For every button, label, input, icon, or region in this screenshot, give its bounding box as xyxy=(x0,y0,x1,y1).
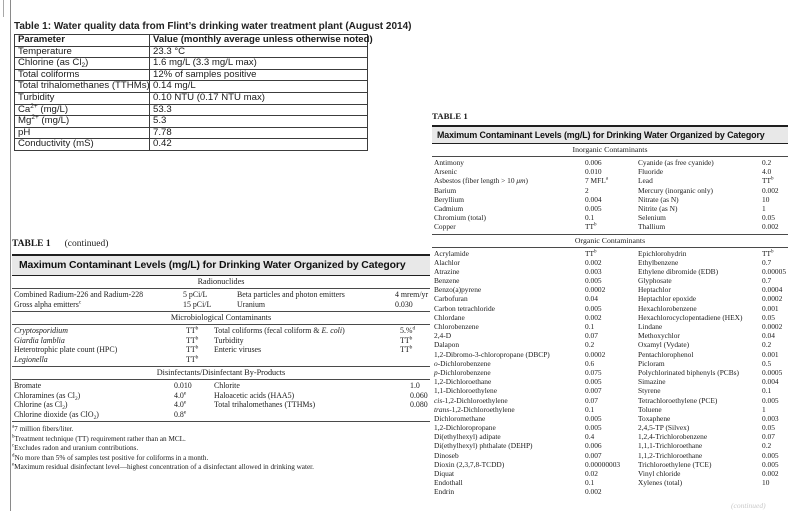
contaminant-name: Hexachlorobenzene xyxy=(638,303,697,313)
mcl-value: 0.6 xyxy=(585,358,595,368)
mcl-value: 0.1 xyxy=(585,404,595,414)
table-label: TABLE 1 xyxy=(12,239,51,249)
contaminant-name: cis-1,2-Dichloroethylene xyxy=(434,395,508,405)
mcl-value: 5 pCi/L xyxy=(183,290,208,299)
table-row xyxy=(14,300,430,310)
mcl-value: 0.005 xyxy=(762,459,779,469)
flint-row xyxy=(15,104,368,116)
mcl-value: 0.002 xyxy=(762,185,779,195)
table-row xyxy=(434,441,788,450)
contaminant-name: Acrylamide xyxy=(434,248,469,258)
contaminant-name: Nitrite (as N) xyxy=(638,203,678,213)
mcl-value: 15 pCi/L xyxy=(183,299,212,309)
table-row xyxy=(434,249,788,258)
contaminant-name: Atrazine xyxy=(434,266,460,276)
table-row xyxy=(434,195,788,204)
section-title: Inorganic Contaminants xyxy=(432,144,788,157)
contaminant-name: Turbidity xyxy=(214,335,244,345)
section-rows xyxy=(432,248,788,499)
mcl-value: 7 MFL$^a$ xyxy=(585,176,608,186)
mcl-value: 0.1 xyxy=(762,386,772,396)
mcl-value xyxy=(400,355,430,365)
table-row xyxy=(434,340,788,349)
contaminant-name: Pentachlorophenol xyxy=(638,349,694,359)
mcl-value: 0.010 xyxy=(174,381,192,391)
mcl-value: $TT^b$ xyxy=(585,248,597,258)
mcl-value: 0.00000003 xyxy=(585,459,621,469)
table-row xyxy=(434,331,788,340)
mcl-continued-header-bar: Maximum Contaminant Levels (mg/L) for Drinking Water Organized by Category xyxy=(12,254,430,276)
contaminant-name: Trichloroethylene (TCE) xyxy=(638,459,712,469)
contaminant-name: Toxaphene xyxy=(638,413,671,423)
scan-edge-line xyxy=(3,0,4,17)
mcl-value: 0.007 xyxy=(585,386,602,396)
mcl-value: 4 mrem/yr xyxy=(395,290,429,299)
mcl-value: 0.07 xyxy=(585,331,598,341)
contaminant-name: 1,2-Dichloroethane xyxy=(434,377,492,387)
table-row xyxy=(14,345,430,355)
contaminant-name: Antimony xyxy=(434,158,464,167)
contaminant-name: Methoxychlor xyxy=(638,331,680,341)
table-row xyxy=(14,391,430,401)
mcl-value: 0.005 xyxy=(585,303,602,313)
contaminant-name: Lindane xyxy=(638,322,663,331)
contaminant-name: Alachlor xyxy=(434,257,460,267)
table-row xyxy=(434,322,788,331)
mcl-footnotes xyxy=(12,422,430,472)
contaminant-name: Nitrate (as N) xyxy=(638,194,679,204)
contaminant-name: Beta particles and photon emitters xyxy=(237,290,345,299)
contaminant-name: Carbon tetrachloride xyxy=(434,303,495,313)
mcl-value: 0.0002 xyxy=(762,322,783,331)
table-continued-label: (continued) xyxy=(64,239,109,249)
contaminant-name: Diquat xyxy=(434,469,455,478)
flint-parameter-cell: Conductivity (mS) xyxy=(15,139,150,151)
mcl-value: 0.04 xyxy=(762,331,775,341)
table-row xyxy=(434,258,788,267)
mcl-main-sections xyxy=(432,144,788,499)
mcl-value: 0.006 xyxy=(585,158,602,167)
contaminant-name: 2,4,5-TP (Silvex) xyxy=(638,423,690,433)
contaminant-name: Legionella xyxy=(14,354,48,364)
mcl-value: $TT^b$ xyxy=(186,354,199,364)
contaminant-name: Carbofuran xyxy=(434,294,468,304)
mcl-value: 1 xyxy=(762,203,766,213)
table-row xyxy=(434,285,788,294)
contaminant-name: Vinyl chloride xyxy=(638,469,681,478)
mcl-value: 0.004 xyxy=(585,194,602,204)
mcl-value: 0.1 xyxy=(585,322,595,331)
table-row xyxy=(434,158,788,167)
flint-value-cell: 12% of samples positive xyxy=(150,69,368,81)
table-row xyxy=(434,377,788,386)
contaminant-name: Chlorite xyxy=(214,381,240,391)
flint-value-cell: 0.10 NTU (0.17 NTU max) xyxy=(150,92,368,104)
section-rows xyxy=(12,380,430,422)
contaminant-name xyxy=(638,487,762,496)
contaminant-name: Oxamyl (Vydate) xyxy=(638,340,690,350)
contaminant-name: Chlorine dioxide (as ClO$_2$) xyxy=(14,409,99,421)
mcl-value: 10 xyxy=(762,194,770,204)
contaminant-name: Chlordane xyxy=(434,312,465,322)
mcl-value: 0.003 xyxy=(762,413,779,423)
contaminant-name: Enteric viruses xyxy=(214,345,262,355)
contaminant-name: Di(ethylhexyl) adipate xyxy=(434,432,501,442)
mcl-value: $TT^b$ xyxy=(186,325,199,336)
table-row xyxy=(434,359,788,368)
contaminant-name: Fluoride xyxy=(638,167,664,177)
table-row xyxy=(434,304,788,313)
contaminant-name: 1,1,2-Trichloroethane xyxy=(638,450,703,460)
flint-row xyxy=(15,46,368,58)
mcl-value: 0.0005 xyxy=(762,367,783,377)
mcl-value: $TT^b$ xyxy=(400,344,413,355)
mcl-value: 0.005 xyxy=(585,423,602,433)
mcl-value: 0.0002 xyxy=(762,294,783,304)
flint-row xyxy=(15,116,368,128)
table-row xyxy=(434,350,788,359)
mcl-value: $TT^b$ xyxy=(186,344,199,355)
section-title: Organic Contaminants xyxy=(432,235,788,248)
mcl-value: 0.080 xyxy=(410,400,428,410)
table-row xyxy=(434,451,788,460)
mcl-continued-sections xyxy=(12,276,430,422)
contaminant-name: Chromium (total) xyxy=(434,213,486,223)
contaminant-name: 1,2-Dibromo-3-chloropropane (DBCP) xyxy=(434,349,550,359)
mcl-value xyxy=(410,410,430,420)
footnote: $^a$7 million fibers/liter. xyxy=(12,425,74,434)
contaminant-name: Di(ethylhexyl) phthalate (DEHP) xyxy=(434,441,533,451)
footnote: $^e$Maximum residual disinfectant level—highest concentration of a disinfectant allowed in drinking water. xyxy=(12,462,314,471)
mcl-value: 4.0e xyxy=(174,399,187,410)
table-row xyxy=(14,326,430,336)
contaminant-name: Tetrachloroethylene (PCE) xyxy=(638,395,718,405)
contaminant-name: Dalapon xyxy=(434,340,460,350)
contaminant-name: Styrene xyxy=(638,386,661,396)
mcl-value: 0.006 xyxy=(585,441,602,451)
mcl-value: 0.8e xyxy=(174,409,187,419)
flint-row xyxy=(15,92,368,104)
contaminant-name: Total coliforms (fecal coliform & E. coli) xyxy=(214,326,345,336)
mcl-value: 0.05 xyxy=(762,312,775,322)
contaminant-name: Heterotrophic plate count (HPC) xyxy=(14,345,118,355)
contaminant-name: Benzene xyxy=(434,276,460,286)
flint-header-cell: Parameter xyxy=(15,35,150,47)
flint-row xyxy=(15,127,368,139)
mcl-value: 0.2 xyxy=(762,158,772,167)
mcl-value: 0.007 xyxy=(585,450,602,460)
mcl-value: 0.005 xyxy=(585,203,602,213)
contaminant-name: Giardia lamblia xyxy=(14,335,65,345)
contaminant-name: Xylenes (total) xyxy=(638,478,683,488)
table-row xyxy=(434,460,788,469)
contaminant-name: Simazine xyxy=(638,377,666,387)
contaminant-name xyxy=(214,410,410,420)
contaminant-name: Chlorine (as $Cl_2$) xyxy=(14,400,68,412)
flint-parameter-cell: Total trihalomethanes (TTHMs) xyxy=(15,81,150,93)
table-row xyxy=(434,176,788,185)
table-row xyxy=(434,267,788,276)
flint-row xyxy=(15,81,368,93)
footnote: $^b$Treatment technique (TT) requirement rather than an MCL. xyxy=(12,434,186,443)
contaminant-name: Polychlorinated biphenyls (PCBs) xyxy=(638,367,740,377)
flint-value-cell: 1.6 mg/L (3.3 mg/L max) xyxy=(150,58,368,70)
flint-parameter-cell: pH xyxy=(15,127,150,139)
contaminant-name: Gross alpha emitters$^c$ xyxy=(14,298,82,309)
mcl-value: 0.7 xyxy=(762,257,772,267)
table-row xyxy=(434,487,788,496)
contaminant-name: Cadmium xyxy=(434,203,464,213)
section-rows xyxy=(12,289,430,312)
table-row xyxy=(434,405,788,414)
flint-value-cell: 0.14 mg/L xyxy=(150,81,368,93)
footnote: $^d$No more than 5% of samples test positive for coliforms in a month. xyxy=(12,453,209,462)
section-title: Radionuclides xyxy=(12,276,430,289)
flint-parameter-cell: Chlorine (as $Cl_2$) xyxy=(15,58,150,70)
flint-water-quality-block xyxy=(14,20,412,151)
contaminant-name: Ethylbenzene xyxy=(638,257,679,267)
mcl-value: 0.002 xyxy=(762,222,779,232)
table-label-row xyxy=(12,238,430,251)
mcl-value: 0.4 xyxy=(585,432,595,442)
table-row xyxy=(434,368,788,377)
contaminant-name: Endrin xyxy=(434,487,455,497)
mcl-table-continued-block xyxy=(12,238,430,472)
table-label: TABLE 1 xyxy=(432,111,468,121)
table-row xyxy=(14,355,430,365)
table-row xyxy=(434,167,788,176)
contaminant-name: Lead xyxy=(638,176,653,186)
mcl-value: 0.005 xyxy=(762,450,779,460)
contaminant-name: Chloramines (as $Cl_2$) xyxy=(14,390,81,402)
contaminant-name: Dinoseb xyxy=(434,450,459,460)
mcl-value: 0.005 xyxy=(585,413,602,423)
mcl-value: 4.0e xyxy=(174,390,187,400)
page-border-line xyxy=(10,0,11,511)
contaminant-name xyxy=(214,355,400,365)
table-row xyxy=(434,396,788,405)
contaminant-name: Dioxin (2,3,7,8-TCDD) xyxy=(434,459,505,469)
mcl-value: 0.002 xyxy=(585,487,602,497)
mcl-value: 0.004 xyxy=(762,377,779,387)
table-row xyxy=(14,290,430,300)
section-rows xyxy=(432,157,788,235)
contaminant-name: Benzo(a)pyrene xyxy=(434,285,482,295)
flint-parameter-cell: Turbidity xyxy=(15,92,150,104)
flint-value-cell: 7.78 xyxy=(150,127,368,139)
mcl-value xyxy=(762,487,788,496)
flint-header-row xyxy=(15,35,368,47)
contaminant-name: Ethylene dibromide (EDB) xyxy=(638,266,719,276)
mcl-value: 0.005 xyxy=(585,377,602,387)
mcl-value: 4.0 xyxy=(762,167,772,177)
table-row xyxy=(434,478,788,487)
contaminant-name: Cyanide (as free cyanide) xyxy=(638,158,714,167)
contaminant-name: Barium xyxy=(434,185,457,195)
contaminant-name: o-Dichlorobenzene xyxy=(434,358,491,368)
mcl-value: $TT^b$ xyxy=(186,335,199,345)
mcl-value: 0.0002 xyxy=(585,285,606,295)
contaminant-name: 1,2,4-Trichlorobenzene xyxy=(638,432,708,442)
contaminant-name: Heptachlor epoxide xyxy=(638,294,697,304)
mcl-value: 0.0002 xyxy=(585,349,606,359)
mcl-value: 0.5 xyxy=(762,358,772,368)
mcl-value: 0.2 xyxy=(762,441,772,451)
mcl-table-main-block xyxy=(432,110,788,499)
table-row xyxy=(434,414,788,423)
mcl-value: $TT^b$ xyxy=(585,222,597,232)
table-row xyxy=(14,381,430,391)
mcl-main-header-bar: Maximum Contaminant Levels (mg/L) for Drinking Water Organized by Category xyxy=(432,125,788,144)
continued-marker: (continued) xyxy=(731,501,766,510)
mcl-value: 0.00005 xyxy=(762,266,787,276)
mcl-value: 0.005 xyxy=(762,395,779,405)
table-row xyxy=(434,222,788,231)
contaminant-name: Epichlorohydrin xyxy=(638,248,687,258)
mcl-value: 0.060 xyxy=(410,390,428,400)
contaminant-name: Selenium xyxy=(638,213,666,223)
contaminant-name: Combined Radium-226 and Radium-228 xyxy=(14,290,144,299)
mcl-value: 0.07 xyxy=(762,432,775,442)
contaminant-name: 2,4-D xyxy=(434,331,452,341)
flint-table-title: Table 1: Water quality data from Flint’s drinking water treatment plant (August 2014) xyxy=(14,21,412,32)
table-row xyxy=(14,336,430,346)
flint-value-cell: 0.42 xyxy=(150,139,368,151)
table-row xyxy=(14,410,430,420)
table-row xyxy=(434,469,788,478)
mcl-value: 0.04 xyxy=(585,294,598,304)
flint-table xyxy=(14,34,373,151)
contaminant-name: Cryptosporidium xyxy=(14,326,68,336)
table-row xyxy=(434,313,788,322)
mcl-value: 2 xyxy=(585,185,589,195)
mcl-value: 0.075 xyxy=(585,367,602,377)
flint-parameter-cell: Total coliforms xyxy=(15,69,150,81)
mcl-value: 0.003 xyxy=(585,266,602,276)
table-row xyxy=(434,186,788,195)
contaminant-name: Haloacetic acids (HAA5) xyxy=(214,390,295,400)
table-row xyxy=(434,423,788,432)
mcl-value: $TT^b$ xyxy=(762,248,774,258)
flint-value-cell: 5.3 xyxy=(150,116,368,128)
flint-row xyxy=(15,139,368,151)
contaminant-name: Dichloromethane xyxy=(434,413,486,423)
flint-value-cell: 53.3 xyxy=(150,104,368,116)
contaminant-name: Arsenic xyxy=(434,167,457,177)
contaminant-name: Picloram xyxy=(638,358,665,368)
table-row xyxy=(434,204,788,213)
mcl-value: 0.002 xyxy=(585,312,602,322)
mcl-value: 0.07 xyxy=(585,395,598,405)
mcl-value: 0.05 xyxy=(762,213,775,223)
mcl-value: 0.002 xyxy=(585,257,602,267)
mcl-value: 0.2 xyxy=(585,340,595,350)
mcl-value: 10 xyxy=(762,478,770,488)
mcl-value: 0.002 xyxy=(762,469,779,478)
contaminant-name: Heptachlor xyxy=(638,285,671,295)
flint-parameter-cell: $Ca^{2+}$ (mg/L) xyxy=(15,104,150,116)
mcl-value: $TT^b$ xyxy=(400,335,413,345)
mcl-value: $TT^b$ xyxy=(762,176,774,186)
mcl-value: 0.010 xyxy=(585,167,602,177)
flint-value-cell: 23.3 °C xyxy=(150,46,368,58)
flint-row xyxy=(15,58,368,70)
mcl-value: 0.1 xyxy=(585,213,595,223)
mcl-value: 0.030 xyxy=(395,299,413,309)
contaminant-name: Beryllium xyxy=(434,194,464,204)
contaminant-name: Hexachlorocyclopentadiene (HEX) xyxy=(638,312,743,322)
mcl-value: 0.1 xyxy=(585,478,595,488)
mcl-value: 0.001 xyxy=(762,303,779,313)
table-row xyxy=(434,276,788,285)
contaminant-name: Bromate xyxy=(14,381,42,391)
flint-header-cell: Value (monthly average unless otherwise noted) xyxy=(150,35,368,47)
contaminant-name: 1,1,1-Trichloroethane xyxy=(638,441,703,451)
table-row xyxy=(434,294,788,303)
contaminant-name: Glyphosate xyxy=(638,276,672,286)
table-row xyxy=(434,213,788,222)
section-title: Disinfectants/Disinfectant By-Products xyxy=(12,367,430,380)
table-row xyxy=(434,386,788,395)
flint-parameter-cell: $Mg^{2+}$ (mg/L) xyxy=(15,116,150,128)
flint-parameter-cell: Temperature xyxy=(15,46,150,58)
section-rows xyxy=(12,325,430,367)
contaminant-name: Uranium xyxy=(237,299,266,309)
mcl-value: 0.001 xyxy=(762,349,779,359)
contaminant-name: Copper xyxy=(434,222,456,232)
mcl-value: 5.%$^d$ xyxy=(400,325,416,336)
contaminant-name: Chlorobenzene xyxy=(434,322,479,331)
flint-row xyxy=(15,69,368,81)
contaminant-name: Toluene xyxy=(638,404,662,414)
section-title: Microbiological Contaminants xyxy=(12,312,430,325)
mcl-value: 0.02 xyxy=(585,469,598,478)
contaminant-name: Thallium xyxy=(638,222,666,232)
contaminant-name: p-Dichlorobenzene xyxy=(434,367,491,377)
mcl-value: 0.05 xyxy=(762,423,775,433)
mcl-value: 0.0004 xyxy=(762,285,783,295)
mcl-value: 0.005 xyxy=(585,276,602,286)
contaminant-name: Endothall xyxy=(434,478,463,488)
mcl-value: 1 xyxy=(762,404,766,414)
mcl-value: 0.2 xyxy=(762,340,772,350)
contaminant-name: trans-1,2-Dichloroethylene xyxy=(434,404,515,414)
contaminant-name: Mercury (inorganic only) xyxy=(638,185,713,195)
mcl-value: 0.7 xyxy=(762,276,772,286)
contaminant-name: 1,1-Dichloroethylene xyxy=(434,386,498,396)
contaminant-name: Total trihalomethanes (TTHMs) xyxy=(214,400,316,410)
footnote: $^c$Excludes radon and uranium contributions. xyxy=(12,443,139,453)
contaminant-name: Asbestos (fiber length > 10 μm) xyxy=(434,176,528,186)
table-row xyxy=(434,432,788,441)
mcl-value: 1.0 xyxy=(410,381,420,391)
contaminant-name: 1,2-Dichloropropane xyxy=(434,423,496,433)
